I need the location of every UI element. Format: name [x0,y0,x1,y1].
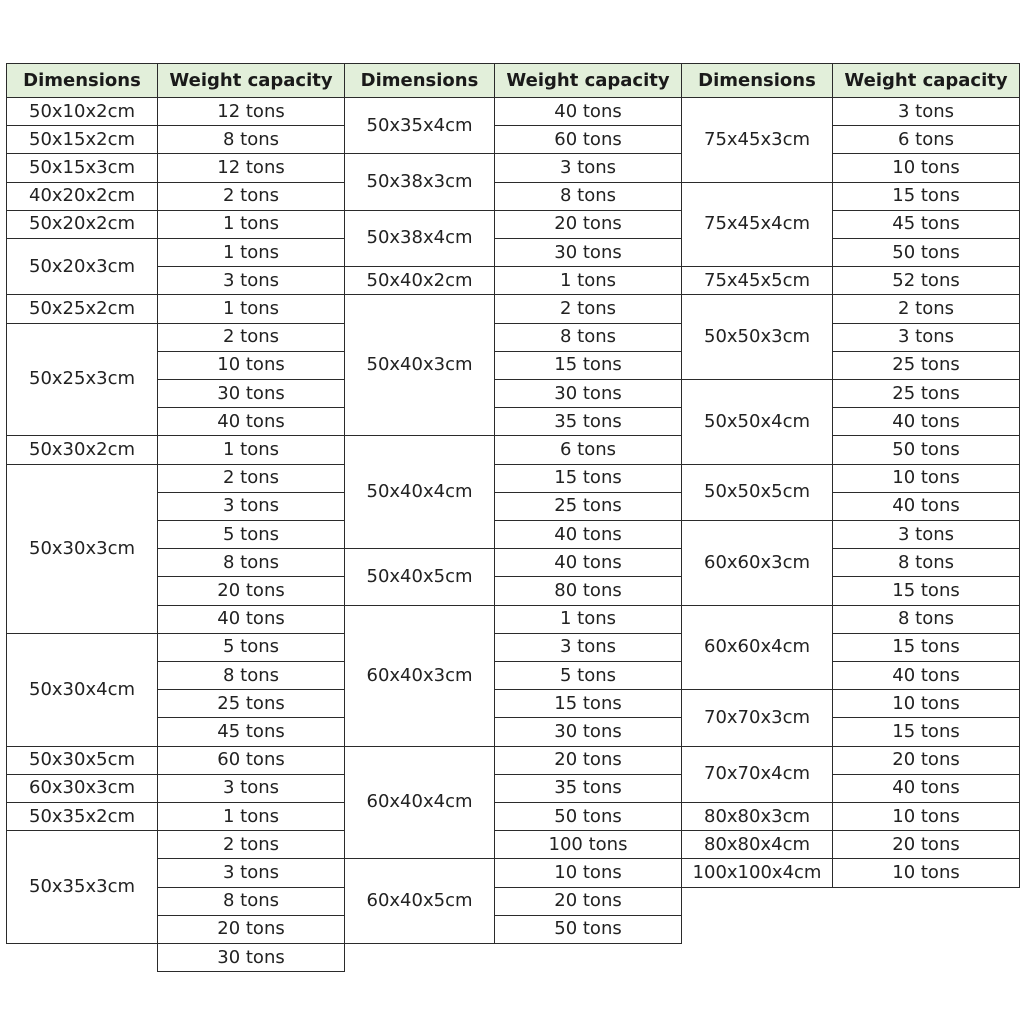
dimension-cell: 50x25x3cm [6,323,158,437]
capacity-cell: 10 tons [832,858,1020,887]
capacity-cell: 40 tons [832,661,1020,690]
capacity-cell: 6 tons [494,435,682,464]
capacity-cell: 1 tons [494,266,682,295]
capacity-cell: 3 tons [494,153,682,182]
capacity-cell: 5 tons [157,520,345,549]
capacity-cell: 8 tons [494,182,682,211]
dimension-cell: 70x70x4cm [681,746,833,803]
capacity-cell: 30 tons [157,379,345,408]
capacity-cell: 50 tons [494,915,682,944]
dimension-cell: 75x45x3cm [681,97,833,183]
capacity-cell: 3 tons [157,266,345,295]
dimension-cell: 50x30x2cm [6,435,158,464]
capacity-cell: 2 tons [494,294,682,323]
capacity-cell: 3 tons [157,492,345,521]
dimension-cell: 50x15x3cm [6,153,158,182]
dimension-cell: 50x15x2cm [6,125,158,154]
dimension-cell: 50x30x5cm [6,746,158,775]
capacity-cell: 2 tons [157,323,345,352]
header-weight-capacity: Weight capacity [157,63,345,98]
capacity-cell: 40 tons [494,97,682,126]
capacity-cell: 20 tons [157,576,345,605]
capacity-cell: 52 tons [832,266,1020,295]
dimension-cell: 50x20x3cm [6,238,158,295]
capacity-cell: 20 tons [157,915,345,944]
dimension-cell: 80x80x4cm [681,830,833,859]
capacity-cell: 10 tons [494,858,682,887]
dimension-cell: 50x35x3cm [6,830,158,944]
capacity-cell: 50 tons [832,435,1020,464]
capacity-cell: 15 tons [832,633,1020,662]
dimension-cell: 60x60x4cm [681,605,833,691]
capacity-cell: 10 tons [832,689,1020,718]
capacity-cell: 8 tons [157,887,345,916]
dimension-cell: 50x40x5cm [344,548,495,605]
dimension-cell: 50x35x2cm [6,802,158,831]
capacity-cell: 80 tons [494,576,682,605]
capacity-cell: 1 tons [157,802,345,831]
dimension-cell: 50x20x2cm [6,210,158,239]
capacity-cell: 40 tons [832,774,1020,803]
capacity-cell: 40 tons [832,492,1020,521]
capacity-cell: 45 tons [832,210,1020,239]
capacity-cell: 50 tons [832,238,1020,267]
dimension-cell: 100x100x4cm [681,858,833,887]
capacity-cell: 60 tons [494,125,682,154]
dimension-cell: 60x30x3cm [6,774,158,803]
capacity-cell: 3 tons [157,774,345,803]
header-dimensions: Dimensions [6,63,158,98]
dimension-cell: 50x30x3cm [6,464,158,634]
dimension-cell: 60x60x3cm [681,520,833,606]
capacity-cell: 15 tons [832,576,1020,605]
dimension-cell: 75x45x5cm [681,266,833,295]
dimension-cell: 60x40x4cm [344,746,495,860]
dimension-cell: 50x35x4cm [344,97,495,154]
capacity-cell: 60 tons [157,746,345,775]
capacity-cell: 12 tons [157,97,345,126]
dimension-cell: 50x40x2cm [344,266,495,295]
capacity-cell: 10 tons [832,464,1020,493]
capacity-cell: 25 tons [157,689,345,718]
dimension-cell: 70x70x3cm [681,689,833,746]
capacity-cell: 40 tons [832,407,1020,436]
capacity-cell: 30 tons [494,238,682,267]
capacity-cell: 8 tons [157,548,345,577]
capacity-cell: 5 tons [494,661,682,690]
capacity-cell: 15 tons [832,182,1020,211]
capacity-cell: 45 tons [157,717,345,746]
dimension-cell: 50x10x2cm [6,97,158,126]
capacity-cell: 3 tons [832,97,1020,126]
capacity-cell: 50 tons [494,802,682,831]
capacity-cell: 35 tons [494,774,682,803]
dimension-cell: 50x25x2cm [6,294,158,323]
header-weight-capacity: Weight capacity [494,63,682,98]
capacity-cell: 10 tons [832,802,1020,831]
dimension-cell: 50x50x4cm [681,379,833,465]
capacity-cell: 3 tons [832,520,1020,549]
header-weight-capacity: Weight capacity [832,63,1020,98]
header-dimensions: Dimensions [344,63,495,98]
capacity-cell: 20 tons [494,887,682,916]
header-dimensions: Dimensions [681,63,833,98]
capacity-cell: 25 tons [832,379,1020,408]
capacity-cell: 5 tons [157,633,345,662]
capacity-cell: 1 tons [157,435,345,464]
capacity-cell: 15 tons [494,351,682,380]
capacity-cell: 20 tons [494,210,682,239]
capacity-cell: 3 tons [832,323,1020,352]
capacity-cell: 15 tons [494,464,682,493]
capacity-cell: 1 tons [157,294,345,323]
capacity-cell: 30 tons [494,379,682,408]
capacity-cell: 8 tons [157,125,345,154]
capacity-cell: 40 tons [494,548,682,577]
capacity-cell: 20 tons [832,746,1020,775]
capacity-cell: 30 tons [157,943,345,972]
capacity-cell: 40 tons [157,407,345,436]
capacity-cell: 25 tons [494,492,682,521]
dimension-cell: 40x20x2cm [6,182,158,211]
capacity-cell: 2 tons [157,830,345,859]
capacity-cell: 100 tons [494,830,682,859]
capacity-cell: 2 tons [157,182,345,211]
capacity-cell: 15 tons [494,689,682,718]
capacity-cell: 30 tons [494,717,682,746]
capacity-cell: 6 tons [832,125,1020,154]
dimension-cell: 50x38x3cm [344,153,495,210]
dimension-cell: 50x38x4cm [344,210,495,267]
capacity-cell: 8 tons [157,661,345,690]
capacity-cell: 25 tons [832,351,1020,380]
capacity-cell: 20 tons [832,830,1020,859]
capacity-cell: 40 tons [494,520,682,549]
dimension-cell: 80x80x3cm [681,802,833,831]
capacity-cell: 20 tons [494,746,682,775]
capacity-cell: 1 tons [494,605,682,634]
dimension-cell: 60x40x3cm [344,605,495,747]
capacity-cell: 15 tons [832,717,1020,746]
dimension-cell: 50x50x5cm [681,464,833,521]
capacity-cell: 8 tons [832,548,1020,577]
capacity-cell: 1 tons [157,238,345,267]
capacity-cell: 1 tons [157,210,345,239]
capacity-cell: 8 tons [832,605,1020,634]
dimension-cell: 50x40x4cm [344,435,495,549]
capacity-cell: 35 tons [494,407,682,436]
dimension-cell: 50x30x4cm [6,633,158,747]
dimension-cell: 60x40x5cm [344,858,495,944]
capacity-cell: 2 tons [157,464,345,493]
capacity-cell: 10 tons [832,153,1020,182]
capacity-cell: 40 tons [157,605,345,634]
dimension-cell: 75x45x4cm [681,182,833,268]
dimension-cell: 50x50x3cm [681,294,833,380]
capacity-cell: 10 tons [157,351,345,380]
dimension-cell: 50x40x3cm [344,294,495,436]
capacity-cell: 2 tons [832,294,1020,323]
capacity-cell: 3 tons [494,633,682,662]
capacity-cell: 12 tons [157,153,345,182]
capacity-cell: 3 tons [157,858,345,887]
capacity-cell: 8 tons [494,323,682,352]
